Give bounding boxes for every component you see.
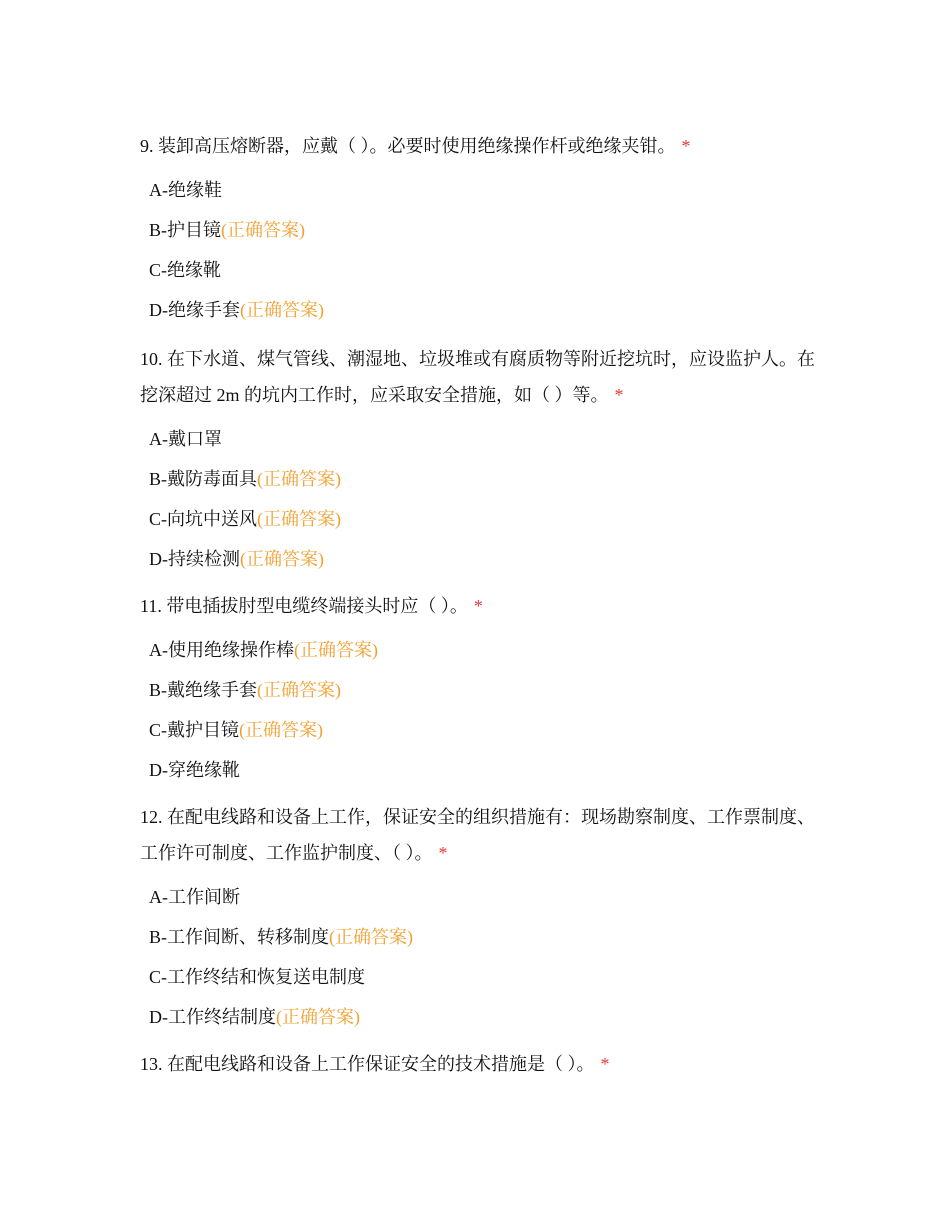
option-a[interactable] — [149, 877, 820, 917]
option-list — [140, 419, 820, 579]
required-mark: * — [473, 596, 483, 616]
option-a[interactable] — [149, 170, 820, 210]
correct-answer-tag: (正确答案) — [240, 300, 324, 320]
correct-answer-tag: (正确答案) — [257, 469, 341, 489]
question-13 — [140, 1046, 820, 1082]
option-text: A-戴口罩 — [149, 429, 222, 449]
question-title — [140, 799, 820, 871]
correct-answer-tag: (正确答案) — [240, 549, 324, 569]
required-mark: * — [438, 843, 448, 863]
correct-answer-tag: (正确答案) — [276, 1007, 360, 1027]
option-d[interactable] — [149, 539, 820, 579]
question-title — [140, 588, 820, 624]
option-text: D-穿绝缘靴 — [149, 760, 240, 780]
required-mark: * — [600, 1054, 610, 1074]
option-text: D-持续检测 — [149, 549, 240, 569]
quiz-page — [140, 128, 820, 1082]
option-c[interactable] — [149, 957, 820, 997]
option-text: B-护目镜 — [149, 220, 221, 240]
question-10 — [140, 341, 820, 579]
option-b[interactable] — [149, 917, 820, 957]
option-b[interactable] — [149, 670, 820, 710]
option-text: B-戴绝缘手套 — [149, 680, 257, 700]
option-c[interactable] — [149, 710, 820, 750]
question-text: 11. 带电插拔肘型电缆终端接头时应（ ）。 — [140, 596, 468, 616]
question-title — [140, 1046, 820, 1082]
question-title — [140, 341, 820, 413]
option-a[interactable] — [149, 630, 820, 670]
option-list — [140, 877, 820, 1037]
option-text: C-绝缘靴 — [149, 260, 221, 280]
question-text: 10. 在下水道、煤气管线、潮湿地、垃圾堆或有腐质物等附近挖坑时，应设监护人。在挖深超过 2m 的坑内工作时，应采取安全措施，如（ ）等。 — [140, 349, 815, 405]
required-mark: * — [614, 385, 624, 405]
option-text: B-工作间断、转移制度 — [149, 927, 329, 947]
question-text: 13. 在配电线路和设备上工作保证安全的技术措施是（ ）。 — [140, 1054, 595, 1074]
option-d[interactable] — [149, 290, 820, 330]
question-11 — [140, 588, 820, 790]
option-text: A-使用绝缘操作棒 — [149, 640, 294, 660]
option-a[interactable] — [149, 419, 820, 459]
correct-answer-tag: (正确答案) — [329, 927, 413, 947]
option-text: C-向坑中送风 — [149, 509, 257, 529]
option-text: C-工作终结和恢复送电制度 — [149, 967, 365, 987]
question-9 — [140, 128, 820, 330]
correct-answer-tag: (正确答案) — [239, 720, 323, 740]
correct-answer-tag: (正确答案) — [294, 640, 378, 660]
question-text: 12. 在配电线路和设备上工作，保证安全的组织措施有：现场勘察制度、工作票制度、工作许可制度、工作监护制度、（ ）。 — [140, 807, 815, 863]
option-c[interactable] — [149, 250, 820, 290]
question-text: 9. 装卸高压熔断器，应戴（ ）。必要时使用绝缘操作杆或绝缘夹钳。 — [140, 136, 676, 156]
option-list — [140, 630, 820, 790]
option-text: A-绝缘鞋 — [149, 180, 222, 200]
option-text: C-戴护目镜 — [149, 720, 239, 740]
option-text: D-绝缘手套 — [149, 300, 240, 320]
correct-answer-tag: (正确答案) — [221, 220, 305, 240]
option-b[interactable] — [149, 210, 820, 250]
option-text: D-工作终结制度 — [149, 1007, 276, 1027]
option-d[interactable] — [149, 997, 820, 1037]
question-title — [140, 128, 820, 164]
correct-answer-tag: (正确答案) — [257, 509, 341, 529]
option-list — [140, 170, 820, 330]
option-b[interactable] — [149, 459, 820, 499]
option-text: B-戴防毒面具 — [149, 469, 257, 489]
question-12 — [140, 799, 820, 1037]
option-c[interactable] — [149, 499, 820, 539]
option-d[interactable] — [149, 750, 820, 790]
correct-answer-tag: (正确答案) — [257, 680, 341, 700]
required-mark: * — [681, 136, 691, 156]
option-text: A-工作间断 — [149, 887, 240, 907]
